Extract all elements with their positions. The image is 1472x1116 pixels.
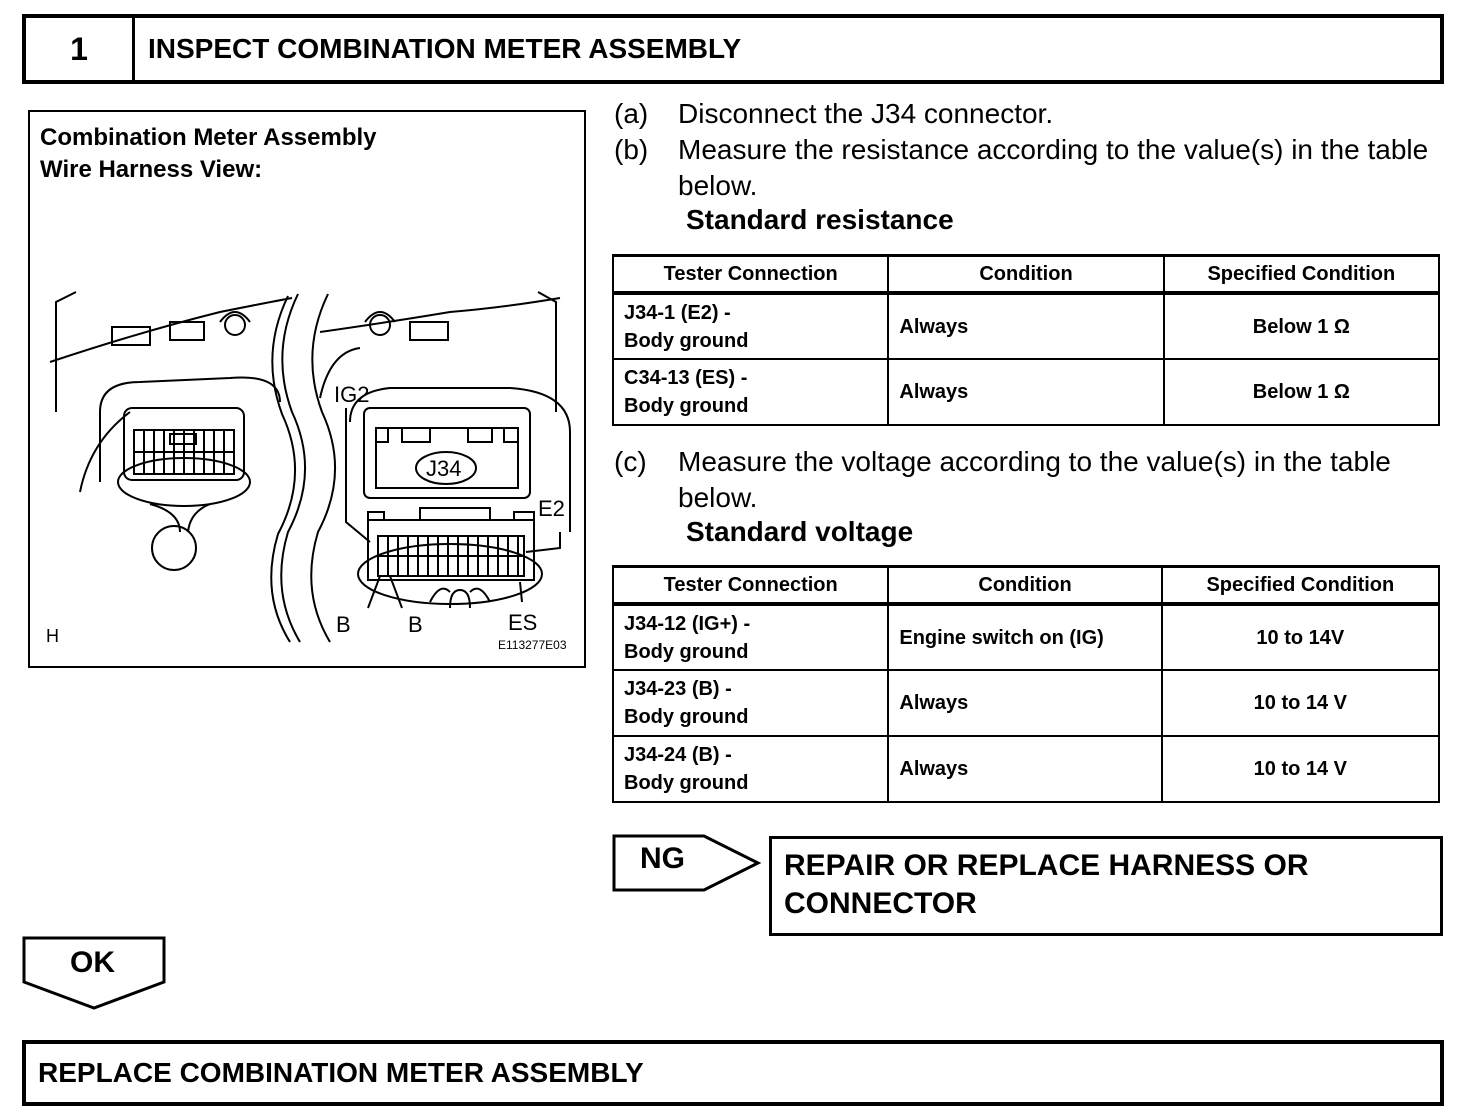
col-header: Condition [888, 567, 1161, 605]
ng-label: NG [640, 842, 685, 875]
condition: Always [888, 359, 1163, 425]
specified-condition: 10 to 14 V [1162, 670, 1439, 736]
col-header: Condition [888, 256, 1163, 294]
figure-title [40, 122, 377, 186]
step-c-text: Measure the voltage according to the value(s) in the table below. [678, 446, 1391, 513]
final-action-text: REPLACE COMBINATION METER ASSEMBLY [38, 1057, 644, 1088]
voltage-table [612, 565, 1440, 803]
condition: Always [888, 293, 1163, 359]
connector-diagram [30, 112, 584, 666]
ng-arrow-icon [612, 834, 762, 892]
step-b-text: Measure the resistance according to the value(s) in the table below. [678, 134, 1429, 201]
step-b-letter: (b) [614, 134, 649, 165]
condition: Always [888, 670, 1161, 736]
specified-condition: Below 1 Ω [1164, 293, 1439, 359]
figure-title-line1: Combination Meter Assembly [40, 124, 377, 151]
ng-action-text [784, 847, 1424, 923]
specified-condition: Below 1 Ω [1164, 359, 1439, 425]
step-a-letter: (a) [614, 98, 649, 129]
condition: Always [888, 736, 1161, 802]
step-a-text: Disconnect the J34 connector. [678, 98, 1054, 129]
step-title: INSPECT COMBINATION METER ASSEMBLY [148, 33, 742, 64]
tester-connection: J34-24 (B) - [624, 744, 732, 766]
table-row [613, 670, 1439, 736]
col-header: Specified Condition [1164, 256, 1439, 294]
tester-connection-ground: Body ground [624, 395, 749, 417]
figure-code: E113277E03 [498, 638, 567, 652]
ng-action-box [769, 836, 1443, 936]
table-row [613, 736, 1439, 802]
wire-harness-figure [28, 110, 586, 668]
tester-connection: J34-12 (IG+) - [624, 612, 751, 635]
col-header: Tester Connection [613, 567, 888, 605]
tester-connection-ground: Body ground [624, 772, 749, 794]
resistance-table [612, 254, 1440, 426]
table-row [613, 604, 1439, 670]
label-e2: E2 [538, 496, 565, 521]
ok-label: OK [70, 946, 115, 979]
tester-connection: J34-1 (E2) - [624, 301, 731, 324]
specified-condition: 10 to 14 V [1162, 736, 1439, 802]
step-header [22, 14, 1444, 84]
label-b-left: B [336, 612, 351, 637]
tester-connection-ground: Body ground [624, 706, 749, 728]
step-c-letter: (c) [614, 446, 647, 477]
table-row [613, 359, 1439, 425]
label-h: H [46, 626, 59, 646]
tester-connection: C34-13 (ES) - [624, 367, 748, 389]
tester-connection-ground: Body ground [624, 329, 749, 352]
label-es: ES [508, 610, 538, 635]
ng-action-line1: REPAIR OR REPLACE HARNESS OR [784, 849, 1309, 882]
condition: Engine switch on (IG) [888, 604, 1161, 670]
ng-action-line2: CONNECTOR [784, 887, 977, 920]
resistance-title: Standard resistance [686, 204, 954, 235]
figure-title-line2: Wire Harness View: [40, 156, 263, 183]
label-b-right: B [408, 612, 423, 637]
tester-connection-ground: Body ground [624, 640, 749, 663]
step-number: 1 [26, 18, 135, 80]
label-ig2: IG2 [334, 382, 370, 407]
col-header: Tester Connection [613, 256, 888, 294]
tester-connection: J34-23 (B) - [624, 678, 732, 700]
col-header: Specified Condition [1162, 567, 1439, 605]
specified-condition: 10 to 14V [1162, 604, 1439, 670]
table-row [613, 293, 1439, 359]
voltage-title: Standard voltage [686, 516, 914, 547]
label-j34: J34 [426, 456, 462, 481]
final-action-box [22, 1040, 1444, 1106]
